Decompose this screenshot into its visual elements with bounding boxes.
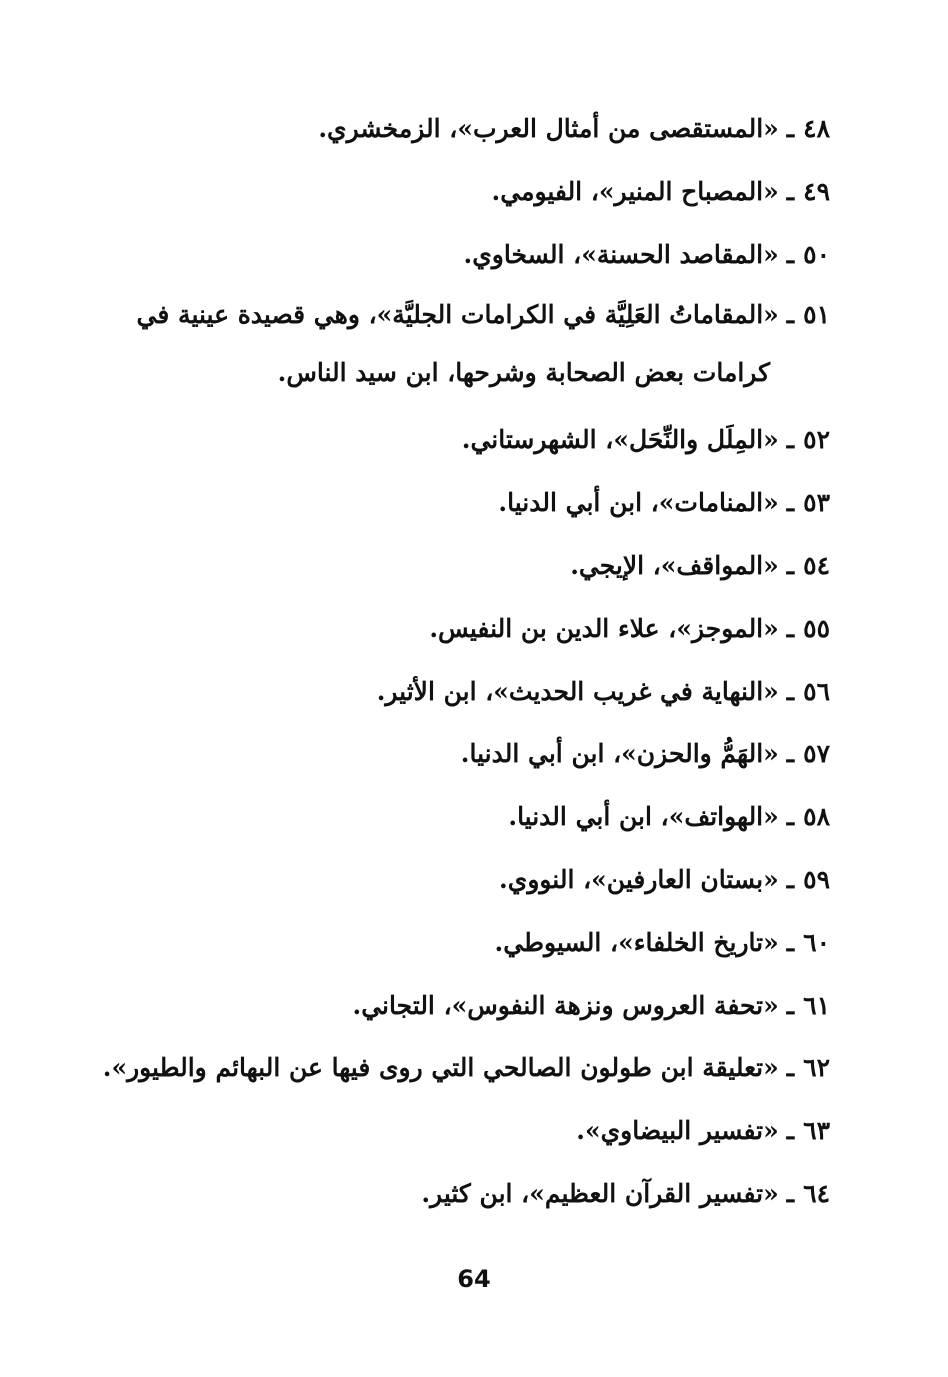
entry-text: «تفسير البيضاوي».	[576, 1116, 779, 1146]
list-item	[110, 535, 830, 598]
list-item	[110, 661, 830, 724]
list-item	[110, 1100, 830, 1163]
entry-text: «المقاصد الحسنة»، السخاوي.	[463, 239, 779, 269]
list-item	[110, 786, 830, 849]
list-item	[110, 409, 830, 472]
entry-text: «المقاماتُ العَلِيَّة في الكرامات الجليَّة»، وهي قصيدة عينية في	[136, 300, 779, 330]
list-item	[110, 598, 830, 661]
list-item	[110, 161, 830, 224]
entry-separator: ـ	[786, 550, 795, 580]
entry-number: ٥٦	[803, 676, 830, 706]
entry-number: ٥٠	[803, 239, 830, 269]
entry-separator: ـ	[786, 927, 795, 957]
entry-number: ٦٠	[803, 927, 830, 957]
entry-separator: ـ	[786, 114, 795, 143]
list-item	[102, 1037, 830, 1100]
entry-number: ٥٧	[803, 739, 830, 769]
entry-text: «الموجز»، علاء الدين بن النفيس.	[429, 613, 779, 643]
entry-separator: ـ	[786, 425, 795, 455]
entry-text: «تفسير القرآن العظيم»، ابن كثير.	[421, 1178, 779, 1208]
entry-number: ٥٨	[803, 802, 830, 832]
entry-text: «المستقصى من أمثال العرب»، الزمخشري.	[318, 114, 779, 143]
entry-separator: ـ	[786, 864, 795, 894]
list-item	[110, 723, 830, 786]
entry-number: ٥٥	[803, 613, 830, 643]
entry-text-continuation: كرامات بعض الصحابة وشرحها، ابن سيد الناس.	[277, 358, 770, 388]
entry-separator: ـ	[786, 176, 795, 206]
list-item	[110, 472, 830, 535]
entry-separator: ـ	[786, 239, 795, 269]
entry-separator: ـ	[786, 1053, 795, 1083]
entry-text: «المِلَل والنِّحَل»، الشهرستاني.	[461, 425, 779, 455]
entry-separator: ـ	[786, 802, 795, 832]
entry-text: «المنامات»، ابن أبي الدنيا.	[498, 488, 779, 518]
list-item	[110, 849, 830, 912]
entry-number: ٥٣	[803, 488, 830, 518]
entry-separator: ـ	[786, 300, 795, 330]
entry-separator: ـ	[786, 1116, 795, 1146]
entry-separator: ـ	[786, 739, 795, 769]
entry-separator: ـ	[786, 990, 795, 1020]
list-item	[110, 98, 830, 161]
entry-number: ٦١	[803, 990, 830, 1020]
entry-number: ٤٩	[803, 176, 830, 206]
page-number: 64	[457, 1265, 491, 1293]
entry-text: «الهواتف»، ابن أبي الدنيا.	[508, 802, 779, 832]
entry-number: ٦٣	[803, 1116, 830, 1146]
bibliography-list	[102, 98, 830, 1226]
entry-number: ٥١	[803, 300, 830, 330]
entry-number: ٥٩	[803, 864, 830, 894]
list-item	[110, 286, 830, 409]
list-item	[110, 912, 830, 975]
entry-text: «بستان العارفين»، النووي.	[499, 864, 779, 894]
entry-text: «الهَمُّ والحزن»، ابن أبي الدنيا.	[460, 739, 779, 769]
list-item	[110, 1163, 830, 1226]
list-item	[110, 975, 830, 1038]
entry-number: ٤٨	[803, 114, 830, 143]
entry-separator: ـ	[786, 1178, 795, 1208]
entry-text: «المواقف»، الإيجي.	[570, 550, 779, 580]
entry-text: «تحفة العروس ونزهة النفوس»، التجاني.	[352, 990, 779, 1020]
entry-text: «النهاية في غريب الحديث»، ابن الأثير.	[376, 676, 779, 706]
entry-text: «تعليقة ابن طولون الصالحي التي روى فيها عن البهائم والطيور».	[102, 1053, 779, 1083]
entry-separator: ـ	[786, 488, 795, 518]
entry-number: ٦٢	[803, 1053, 830, 1083]
entry-number: ٥٢	[803, 425, 830, 455]
entry-separator: ـ	[786, 676, 795, 706]
entry-text: «تاريخ الخلفاء»، السيوطي.	[494, 927, 779, 957]
list-item	[110, 224, 830, 287]
entry-text: «المصباح المنير»، الفيومي.	[491, 176, 779, 206]
entry-separator: ـ	[786, 613, 795, 643]
entry-number: ٥٤	[803, 550, 830, 580]
entry-number: ٦٤	[803, 1178, 830, 1208]
